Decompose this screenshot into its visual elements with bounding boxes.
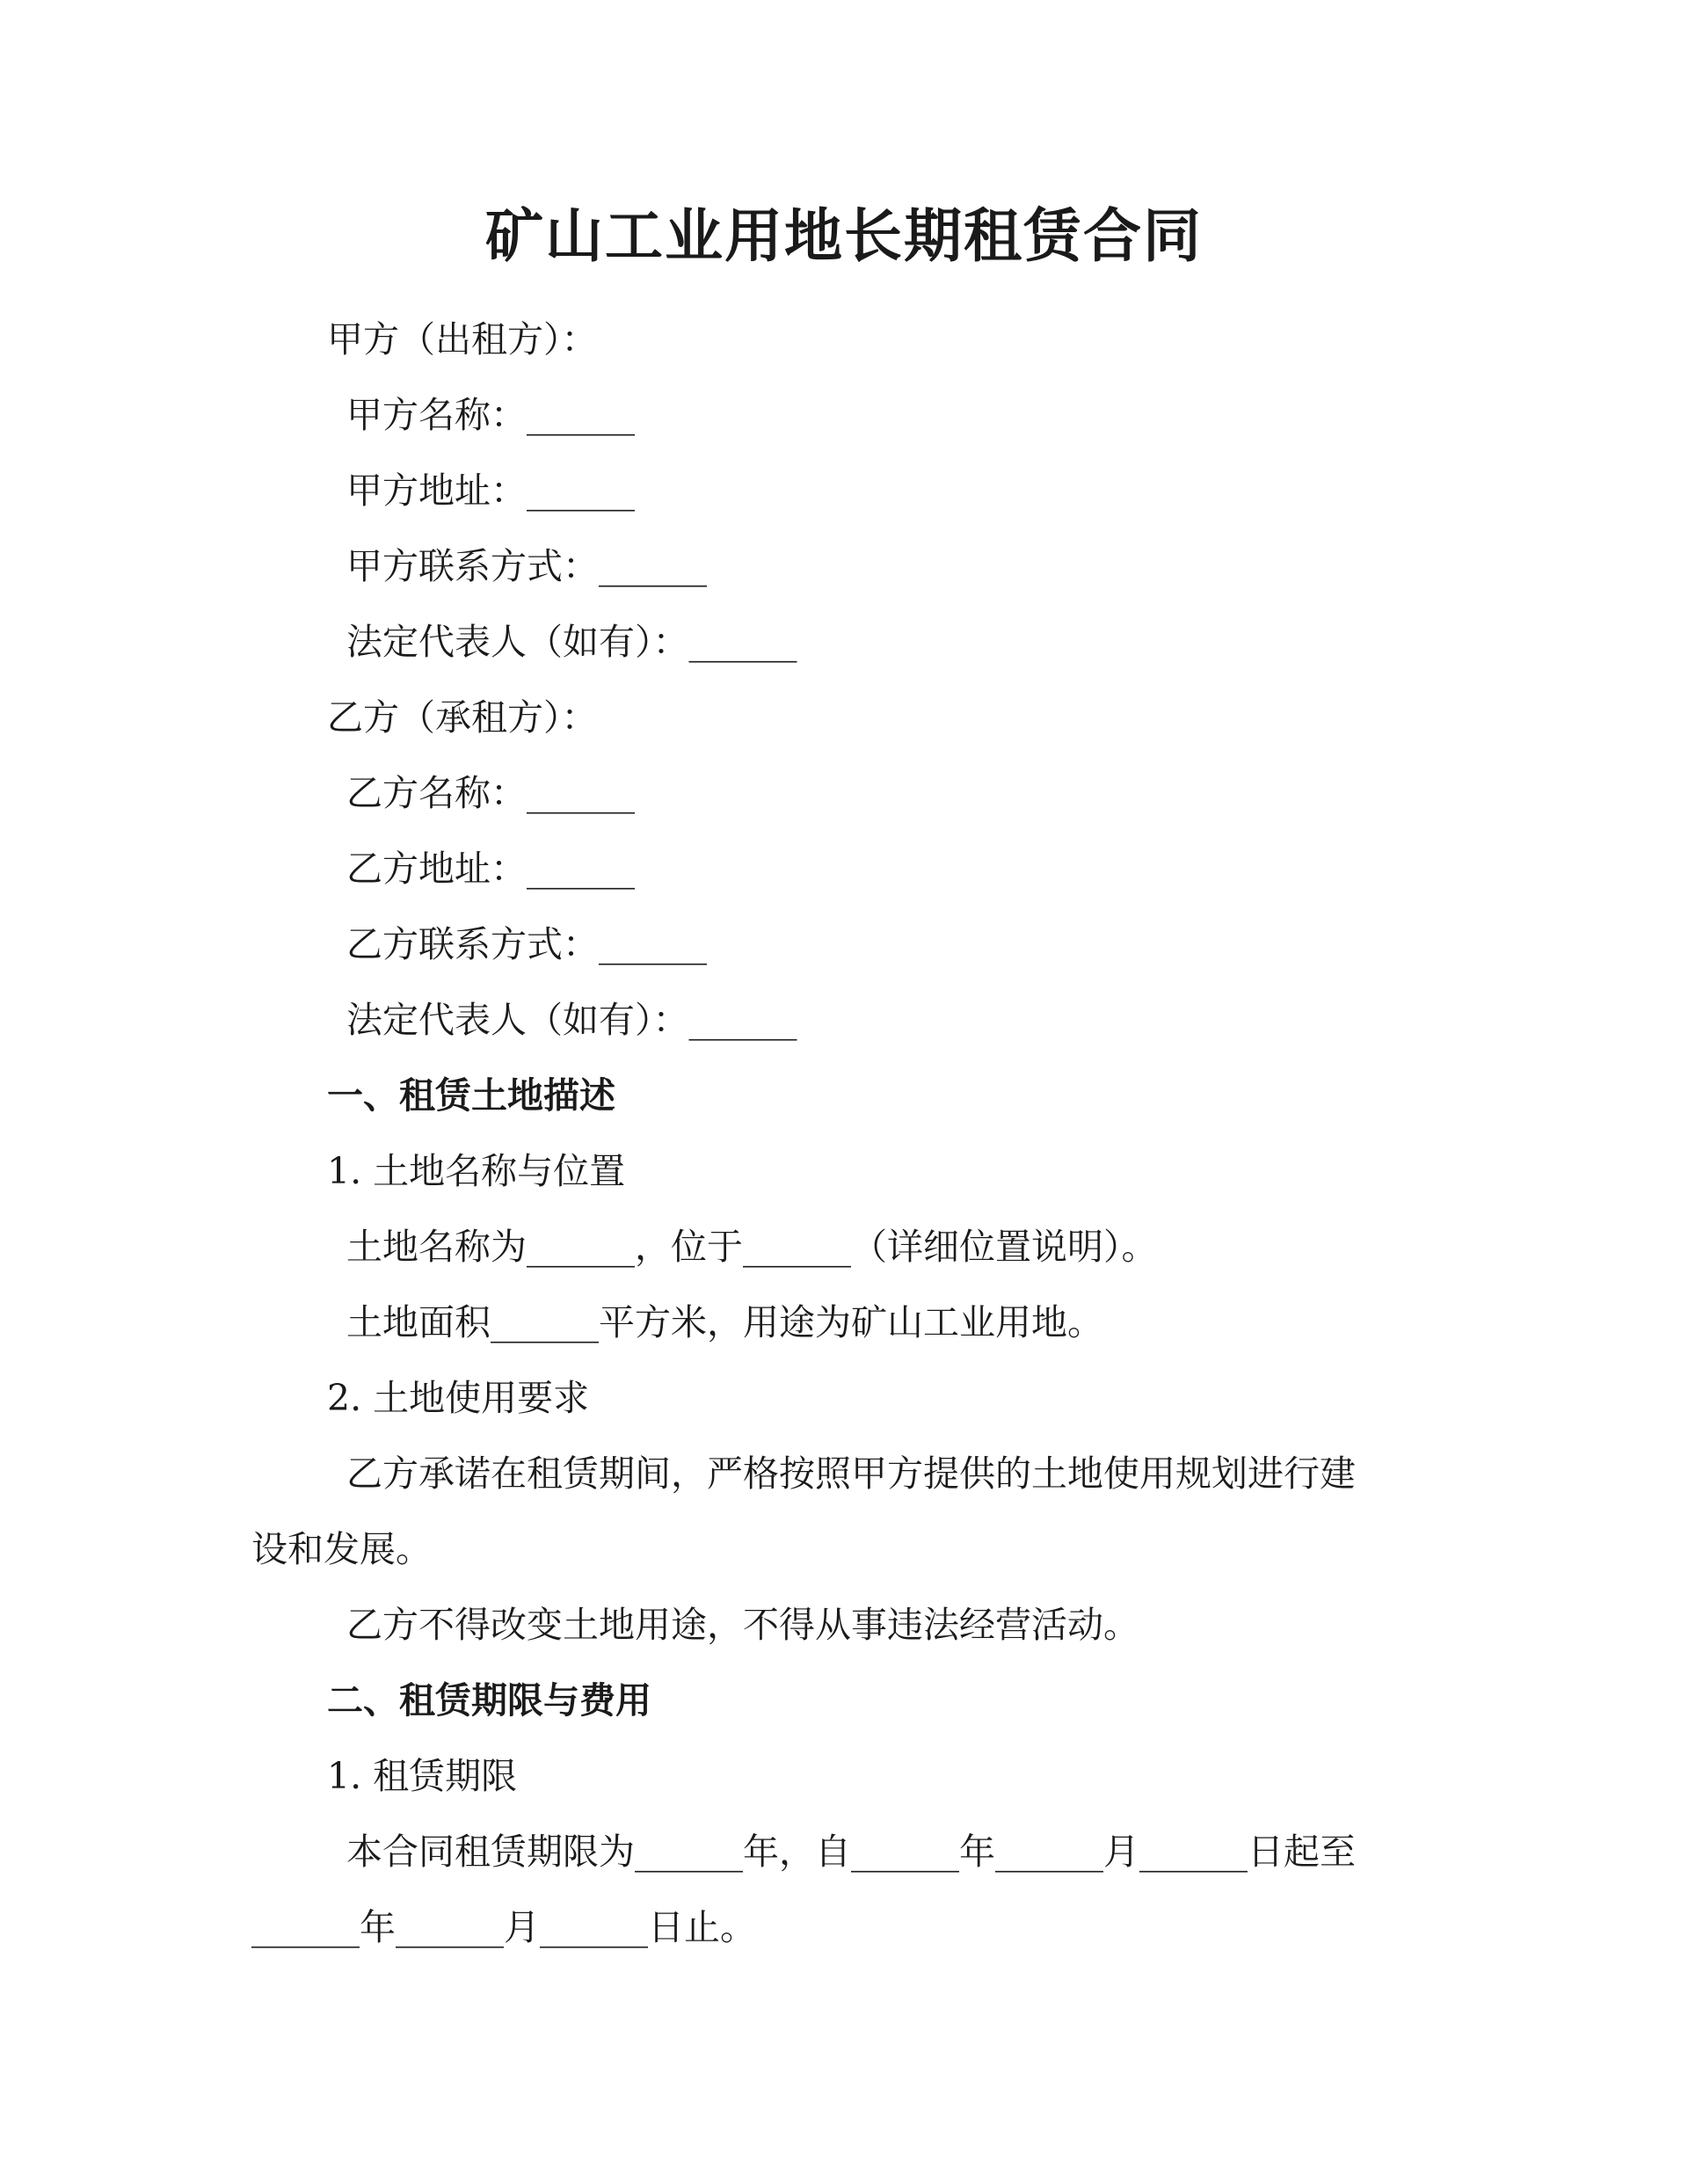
section-1-item-1: 1. 土地名称与位置 (327, 1150, 626, 1192)
party-b-legal-rep: 法定代表人（如有）：______ (346, 999, 797, 1041)
party-a-heading: 甲方（出租方）： (327, 318, 598, 360)
party-b-name: 乙方名称：______ (346, 772, 635, 814)
land-area: 土地面积______平方米，用途为矿山工业用地。 (346, 1301, 1103, 1343)
section-2-heading: 二、租赁期限与费用 (327, 1679, 651, 1722)
land-use-restriction: 乙方不得改变土地用途，不得从事违法经营活动。 (346, 1604, 1139, 1646)
section-2-item-1: 1. 租赁期限 (327, 1755, 518, 1797)
lease-term-line-2: ______年______月______日止。 (251, 1906, 756, 1948)
section-1-item-2: 2. 土地使用要求 (327, 1377, 590, 1419)
party-a-contact: 甲方联系方式：______ (346, 545, 707, 587)
party-b-address: 乙方地址：______ (346, 848, 635, 890)
party-b-heading: 乙方（承租方）： (327, 696, 598, 739)
party-a-legal-rep: 法定代表人（如有）：______ (346, 621, 797, 663)
document-title: 矿山工业用地长期租赁合同 (485, 201, 1203, 270)
party-a-name: 甲方名称：______ (346, 394, 635, 436)
lease-term-line-1: 本合同租赁期限为______年，自______年______月______日起至 (346, 1831, 1356, 1873)
land-use-paragraph-line-1: 乙方承诺在租赁期间，严格按照甲方提供的土地使用规划进行建 (346, 1452, 1356, 1495)
land-use-paragraph-line-2: 设和发展。 (251, 1528, 432, 1570)
land-name-location: 土地名称为______，位于______（详细位置说明）。 (346, 1226, 1158, 1268)
party-b-contact: 乙方联系方式：______ (346, 923, 707, 965)
party-a-address: 甲方地址：______ (346, 470, 635, 512)
section-1-heading: 一、租赁土地描述 (327, 1074, 615, 1117)
